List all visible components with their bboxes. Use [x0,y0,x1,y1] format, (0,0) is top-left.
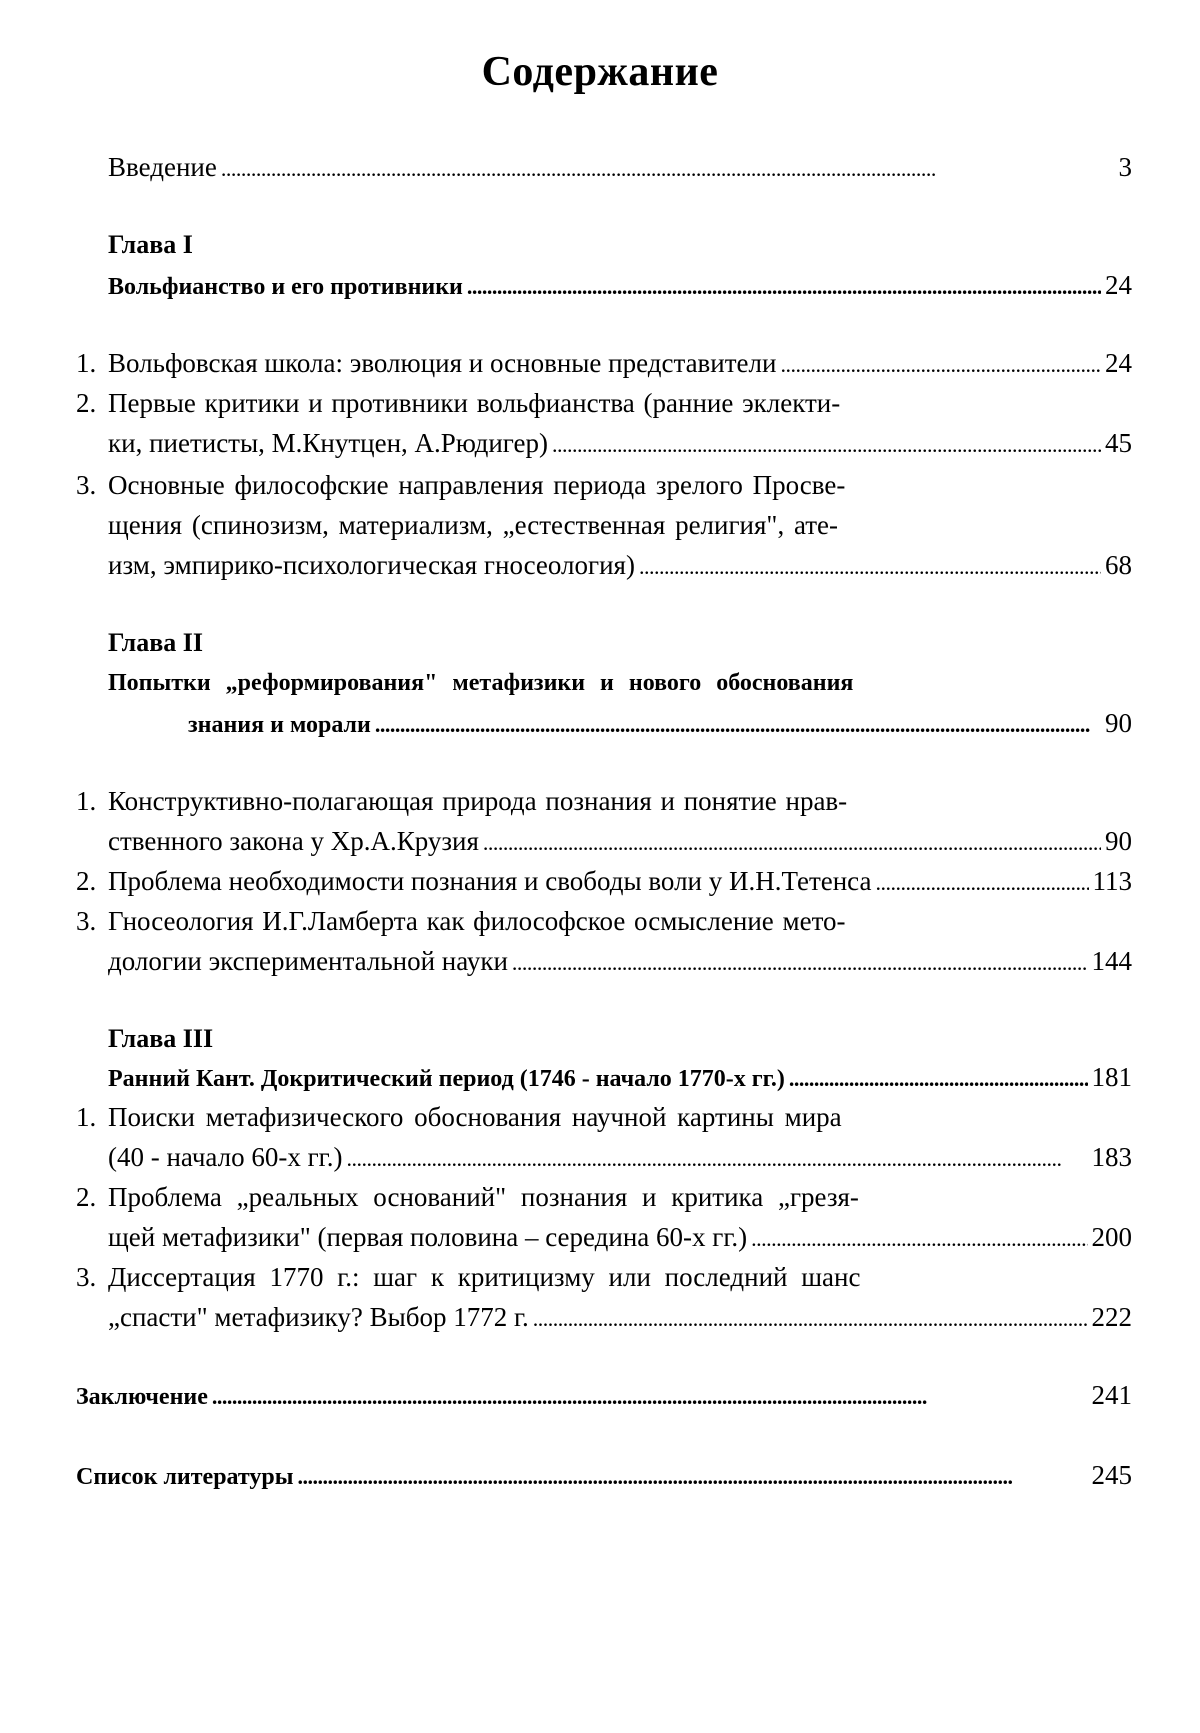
leader-dots [639,550,1101,584]
leader-dots [375,708,1101,742]
toc-entry-line: Конструктивно-полагающая природа познания и понятие нрав- [108,786,848,816]
toc-entry-page: 24 [1105,270,1132,300]
toc-entry [108,548,1132,584]
toc-entry-page: 3 [1118,152,1132,182]
item-number: 1. [76,786,97,816]
leader-dots [298,1460,1088,1494]
item-number: 3. [76,1262,97,1292]
toc-entry [108,864,1132,900]
toc-entry-line: Первые критики и противники вольфианства (ранние эклекти- [108,388,841,418]
chapter-heading-1: Глава I [108,230,193,259]
leader-dots [346,1142,1087,1176]
toc-entry [108,1140,1132,1176]
leader-dots [751,1222,1087,1256]
toc-entry-label: „спасти" метафизику? Выбор 1772 г. [108,1302,529,1332]
toc-entry-line: Поиски метафизического обоснования научной картины мира [108,1102,842,1132]
toc-entry-page: 68 [1105,550,1132,580]
item-number: 2. [76,1182,97,1212]
item-number: 3. [76,470,97,500]
toc-entry [108,346,1132,382]
item-number: 1. [76,348,97,378]
toc-entry [108,1220,1132,1256]
chapter-title-text: Вольфианство и его противники [108,274,463,300]
toc-entry-label: Проблема необходимости познания и свободы воли у И.Н.Тетенса [108,866,872,896]
toc-entry-line: Гносеология И.Г.Ламберта как философское осмысление мето- [108,906,846,936]
chapter-title-1 [108,268,1132,304]
toc-entry-page: 200 [1091,1222,1132,1252]
toc-entry-page: 181 [1091,1062,1132,1092]
toc-entry-label: ственного закона у Хр.А.Крузия [108,826,479,856]
toc-entry-label: дологии экспериментальной науки [108,946,508,976]
toc-entry-label: (40 - начало 60-х гг.) [108,1142,343,1172]
leader-dots [512,946,1088,980]
toc-entry-page: 241 [1091,1380,1132,1410]
toc-entry [108,1300,1132,1336]
chapter-title-text: Ранний Кант. Докритический период (1746 - начало 1770-х гг.) [108,1066,785,1092]
toc-entry-page: 245 [1091,1460,1132,1490]
toc-entry [108,944,1132,980]
leader-dots [780,348,1101,382]
item-number: 1. [76,1102,97,1132]
chapter-title-2-line1: Попытки „реформирования" метафизики и нового обоснования [108,670,854,696]
toc-entry [108,824,1132,860]
toc-entry-line: Диссертация 1770 г.: шаг к критицизму или последний шанс [108,1262,861,1292]
leader-dots [212,1380,1088,1414]
toc-entry [108,426,1132,462]
toc-entry-label: изм, эмпирико-психологическая гносеология) [108,550,635,580]
chapter-title-3 [108,1060,1132,1096]
leader-dots [483,826,1101,860]
toc-entry-intro [108,150,1132,186]
item-number: 2. [76,388,97,418]
chapter-title-2 [188,706,1132,742]
toc-entry-line: Проблема „реальных оснований" познания и критика „грезя- [108,1182,859,1212]
item-number: 3. [76,906,97,936]
leader-dots [789,1062,1088,1096]
leader-dots [467,270,1101,304]
chapter-title-text: знания и морали [188,712,371,738]
leader-dots [221,152,1115,186]
leader-dots [533,1302,1088,1336]
leader-dots [552,428,1101,462]
toc-entry-conclusion [76,1378,1132,1414]
toc-entry-page: 90 [1105,826,1132,856]
toc-entry-label: Вольфовская школа: эволюция и основные представители [108,348,777,378]
toc-entry-page: 45 [1105,428,1132,458]
chapter-heading-3: Глава III [108,1024,214,1053]
toc-entry-label: ки, пиетисты, М.Кнутцен, А.Рюдигер) [108,428,548,458]
toc-entry-label: щей метафизики" (первая половина – середина 60-х гг.) [108,1222,748,1252]
toc-entry-page: 24 [1105,348,1132,378]
page-title: Содержание [481,49,719,95]
toc-entry-page: 90 [1105,708,1132,738]
toc-entry-page: 113 [1092,866,1132,896]
toc-entry-bibliography [76,1458,1132,1494]
toc-entry-line: щения (спинозизм, материализм, „естественная религия", ате- [108,510,838,540]
chapter-heading-2: Глава II [108,628,203,657]
item-number: 2. [76,866,97,896]
toc-entry-line: Основные философские направления периода зрелого Просве- [108,470,846,500]
toc-entry-label: Заключение [76,1384,208,1410]
toc-entry-page: 144 [1091,946,1132,976]
toc-entry-label: Список литературы [76,1464,294,1490]
toc-entry-page: 183 [1091,1142,1132,1172]
leader-dots [875,866,1088,900]
toc-entry-page: 222 [1091,1302,1132,1332]
toc-entry-label: Введение [108,152,217,182]
